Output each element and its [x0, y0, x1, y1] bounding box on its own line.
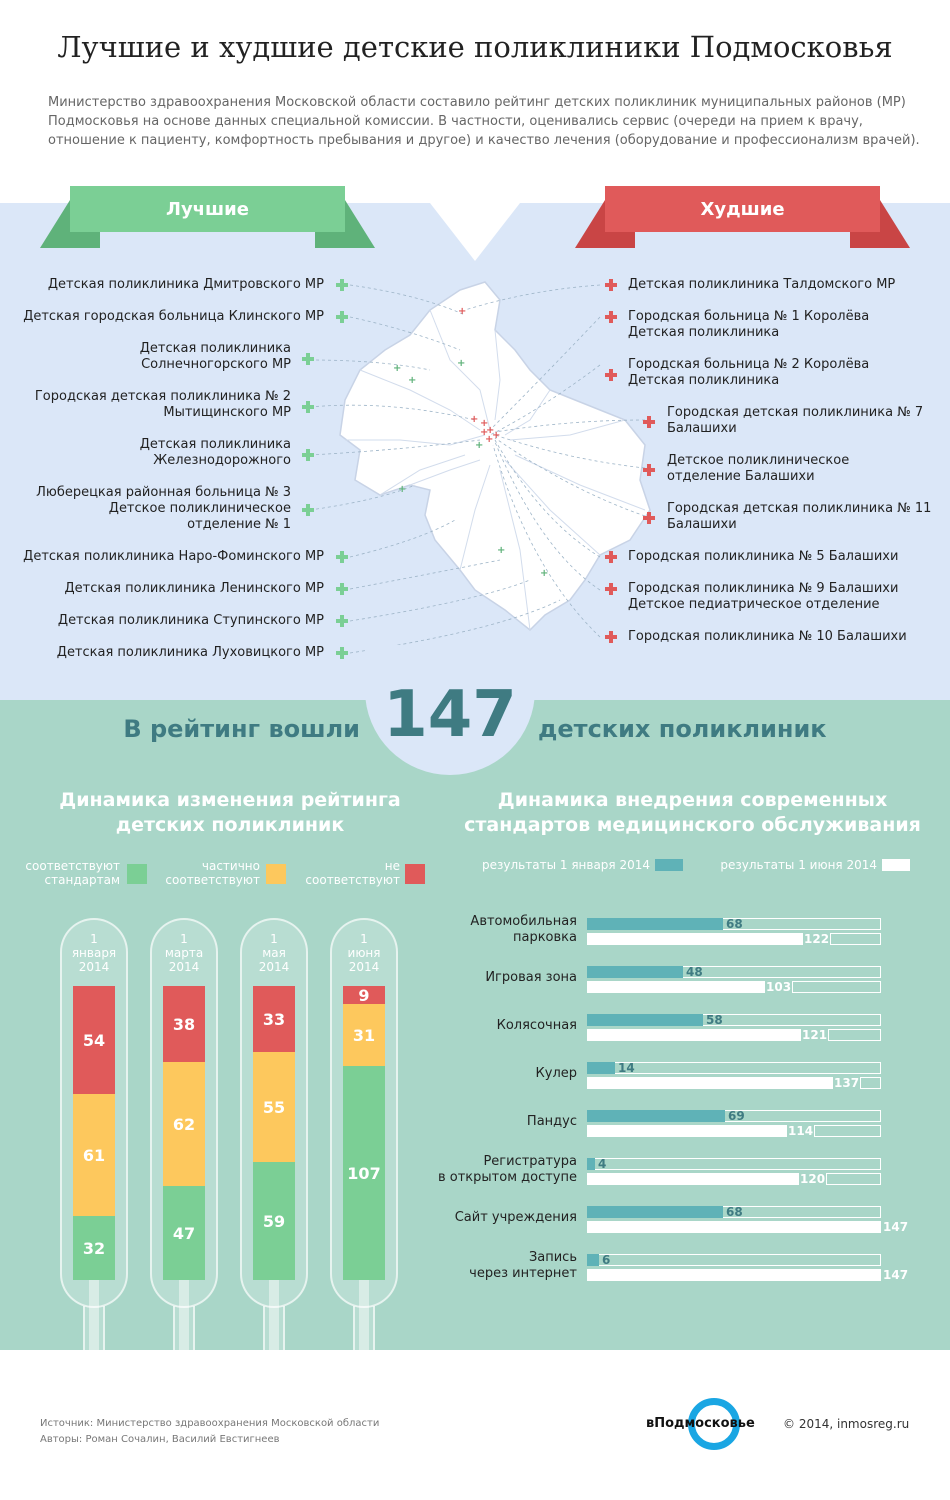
moscow-region-map	[300, 270, 660, 670]
worst-item: Городская поликлиника № 10 Балашихи	[628, 629, 907, 644]
bar-jun	[587, 1125, 815, 1137]
bar-segment: 38	[163, 986, 205, 1062]
footer-authors: Авторы: Роман Сочалин, Василий Евстигнеев	[40, 1434, 280, 1445]
bar-value-jun: 121	[802, 1028, 828, 1042]
thermometer	[60, 918, 128, 1373]
worst-item: Городская детская поликлиника № 7 Балашихи	[667, 405, 924, 436]
left-chart-title: Динамика изменения рейтинга детских поликлиник	[59, 789, 401, 836]
rating-label-left: В рейтинг вошли	[123, 715, 360, 743]
legend-swatch-yellow	[266, 864, 286, 884]
worst-item: Детская поликлиника Талдомского МР	[628, 277, 896, 292]
bar-jan	[587, 1158, 595, 1170]
map-marker-green: +	[497, 545, 506, 556]
best-item: Детская городская больница Клинского МР	[23, 309, 324, 324]
thermometer-date: 1 марта 2014	[164, 932, 204, 974]
bar-category-label: Колясочная	[496, 1018, 577, 1033]
page-title: Лучшие и худшие детские поликлиники Подмосковья	[57, 30, 893, 64]
map-marker-green: +	[393, 363, 402, 374]
best-item: Городская детская поликлиника № 2 Мытищинского МР	[34, 389, 291, 420]
bar-jan	[587, 1254, 599, 1266]
bar-value-jan: 58	[706, 1013, 723, 1027]
thermometer	[150, 918, 218, 1373]
map-marker-green: +	[408, 375, 417, 386]
map-marker-red: +	[486, 425, 495, 436]
bar-value-jan: 4	[598, 1157, 607, 1171]
bar-segment: 61	[73, 1094, 115, 1216]
bar-value-jun: 122	[804, 932, 830, 946]
bar-segment: 62	[163, 1062, 205, 1186]
bar-value-jun: 114	[788, 1124, 814, 1138]
bar-jun	[587, 1269, 881, 1281]
map-marker-red: +	[492, 430, 501, 441]
rating-number: 147	[383, 678, 517, 752]
thermometer-date: 1 июня 2014	[347, 932, 381, 974]
copyright: © 2014, inmosreg.ru	[783, 1417, 910, 1431]
bar-value-jun: 147	[883, 1220, 909, 1234]
rating-label-right: детских поликлиник	[538, 715, 827, 743]
bar-category-label: Сайт учреждения	[454, 1210, 577, 1225]
map-marker-red: +	[485, 434, 494, 445]
logo-text: вПодмосковье	[646, 1416, 755, 1431]
worst-item: Городская поликлиника № 9 Балашихи Детское педиатрическое отделение	[628, 581, 899, 612]
map-marker-green: +	[540, 568, 549, 579]
bar-jun	[587, 933, 831, 945]
bar-segment: 59	[253, 1162, 295, 1280]
legend-label-yellow: частично соответствуют	[165, 859, 260, 887]
thermometer	[240, 918, 308, 1373]
map-notch	[430, 203, 520, 263]
best-ribbon-label: Лучшие	[70, 186, 345, 232]
worst-ribbon	[575, 186, 910, 248]
bar-value-jan: 14	[618, 1061, 635, 1075]
legend-label-jan: результаты 1 января 2014	[482, 858, 650, 872]
legend-label-jun: результаты 1 июня 2014	[720, 858, 877, 872]
bar-jan	[587, 966, 683, 978]
bar-category-label: Регистратура в открытом доступе	[437, 1154, 577, 1185]
bar-jan	[587, 1206, 723, 1218]
bar-jun	[587, 1221, 881, 1233]
bar-segment: 31	[343, 1004, 385, 1066]
map-marker-red: +	[480, 427, 489, 438]
map-marker-red: +	[458, 306, 467, 317]
worst-item: Городская больница № 2 Королёва Детская поликлиника	[628, 357, 870, 388]
legend-label-green: соответствуют стандартам	[25, 859, 120, 887]
map-marker-red: +	[480, 418, 489, 429]
bar-segment: 107	[343, 1066, 385, 1280]
bar-value-jun: 120	[800, 1172, 826, 1186]
worst-ribbon-label: Худшие	[605, 186, 880, 232]
best-item: Детская поликлиника Дмитровского МР	[47, 277, 324, 292]
bar-value-jun: 103	[766, 980, 792, 994]
footer-source: Источник: Министерство здравоохранения Московской области	[40, 1418, 380, 1429]
map-marker-green: +	[398, 484, 407, 495]
map-marker-red: +	[470, 414, 479, 425]
thermometer-date: 1 мая 2014	[258, 932, 290, 974]
worst-item: Детское поликлиническое отделение Балашихи	[667, 453, 850, 484]
bar-segment: 9	[343, 986, 385, 1004]
legend-swatch-red	[405, 864, 425, 884]
bar-value-jan: 68	[726, 1205, 743, 1219]
bar-track	[587, 1158, 881, 1170]
bar-category-label: Кулер	[535, 1066, 577, 1081]
legend-swatch-jun	[882, 859, 910, 871]
bar-jun	[587, 981, 793, 993]
bar-jan	[587, 1110, 725, 1122]
worst-item: Городская поликлиника № 5 Балашихи	[628, 549, 899, 564]
footer-credits	[40, 1416, 379, 1448]
bar-value-jan: 48	[686, 965, 703, 979]
best-item: Детская поликлиника Солнечногорского МР	[139, 341, 291, 372]
bar-segment: 54	[73, 986, 115, 1094]
bar-segment: 55	[253, 1052, 295, 1162]
bar-jan	[587, 1062, 615, 1074]
bar-jan	[587, 918, 723, 930]
right-chart-title: Динамика внедрения современных стандартов медицинского обслуживания	[464, 789, 921, 836]
bar-value-jan: 68	[726, 917, 743, 931]
worst-item: Городская детская поликлиника № 11 Балашихи	[667, 501, 932, 532]
bar-segment: 32	[73, 1216, 115, 1280]
map-marker-green: +	[457, 358, 466, 369]
best-item: Детская поликлиника Ступинского МР	[57, 613, 324, 628]
best-item: Детская поликлиника Ленинского МР	[64, 581, 324, 596]
best-item: Детская поликлиника Наро-Фоминского МР	[23, 549, 324, 564]
best-item: Детская поликлиника Луховицкого МР	[56, 645, 324, 660]
legend-swatch-green	[127, 864, 147, 884]
thermometer	[330, 918, 398, 1373]
bar-value-jan: 6	[602, 1253, 611, 1267]
worst-item: Городская больница № 1 Королёва Детская поликлиника	[628, 309, 870, 340]
bar-segment: 33	[253, 986, 295, 1052]
bar-segment: 47	[163, 1186, 205, 1280]
bar-track	[587, 1254, 881, 1266]
legend-label-red: не соответствуют	[305, 859, 400, 887]
bar-jan	[587, 1014, 703, 1026]
map-marker-green: +	[475, 440, 484, 451]
bar-value-jun: 147	[883, 1268, 909, 1282]
bar-category-label: Запись через интернет	[469, 1250, 577, 1281]
bar-category-label: Пандус	[526, 1114, 577, 1129]
bar-jun	[587, 1173, 827, 1185]
bar-value-jun: 137	[834, 1076, 860, 1090]
bar-category-label: Автомобильная парковка	[470, 914, 577, 945]
bar-value-jan: 69	[728, 1109, 745, 1123]
bar-category-label: Игровая зона	[485, 970, 577, 985]
legend-swatch-jan	[655, 859, 683, 871]
best-item: Детская поликлиника Железнодорожного	[139, 437, 291, 468]
bar-jun	[587, 1029, 829, 1041]
bar-jun	[587, 1077, 861, 1089]
intro-text: Министерство здравоохранения Московской области составило рейтинг детских поликлиник муниципальных районов (МР) Подмосковья на основе данных специальной комиссии. В частности, оценивались сервис (очереди на прием к врачу, отношение к пациенту, комфортность пребывания и другое) и качество лечения (оборудование и профессионализм врачей).	[48, 95, 920, 148]
best-item: Люберецкая районная больница № 3 Детское поликлиническое отделение № 1	[36, 485, 291, 532]
best-ribbon	[40, 186, 375, 248]
thermometer-date: 1 января 2014	[71, 932, 117, 974]
